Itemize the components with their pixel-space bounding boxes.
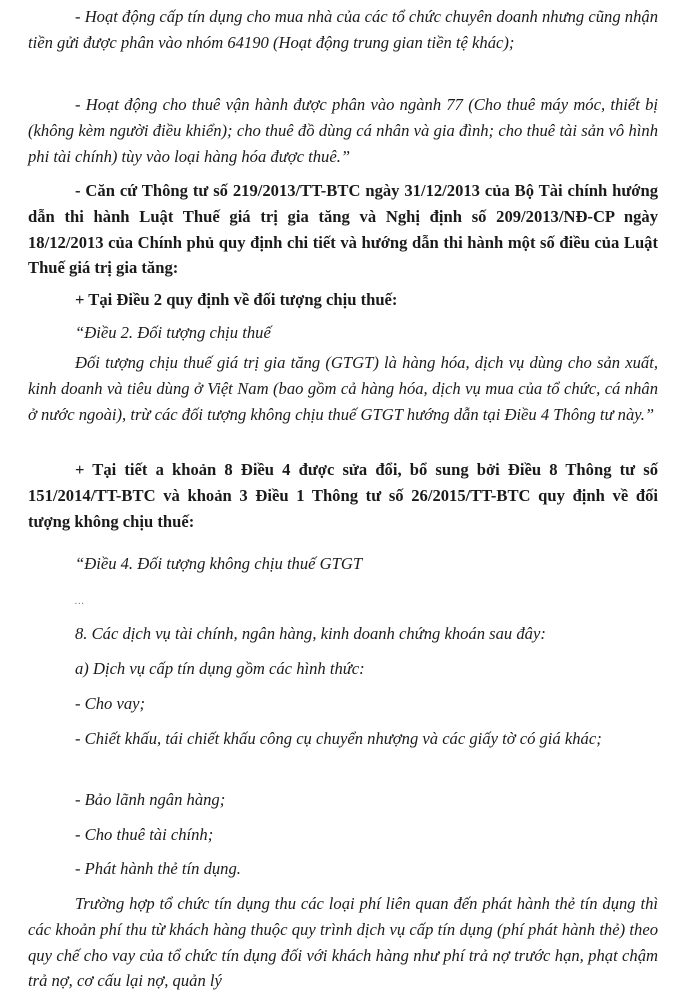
list-item-financial-lease: - Cho thuê tài chính;	[75, 825, 214, 844]
paragraph-operating-lease: - Hoạt động cho thuê vận hành được phân vào ngành 77 (Cho thuê máy móc, thiết bị (không kèm người điều khiển); cho thuê đồ dùng cá nhân và gia đình; cho thuê tài sản vô hình phi tài chính) tùy vào loại hàng hóa được thuê.”	[28, 95, 658, 166]
paragraph-article-2-title: “Điều 2. Đối tượng chịu thuế	[75, 323, 271, 342]
list-item-lending: - Cho vay;	[75, 694, 146, 713]
paragraph-article-2-heading: + Tại Điều 2 quy định về đối tượng chịu thuế:	[75, 290, 398, 309]
paragraph-article-4-title: “Điều 4. Đối tượng không chịu thuế GTGT	[75, 554, 363, 573]
paragraph-credit-forms: a) Dịch vụ cấp tín dụng gồm các hình thức:	[75, 659, 365, 678]
paragraph-article-2-body: Đối tượng chịu thuế giá trị gia tăng (GTGT) là hàng hóa, dịch vụ dùng cho sản xuất, kinh doanh và tiêu dùng ở Việt Nam (bao gồm cả hàng hóa, dịch vụ mua của tổ chức, cá nhân ở nước ngoài), trừ các đối tượng không chịu thuế GTGT hướng dẫn tại Điều 4 Thông tư này.”	[28, 353, 658, 424]
ellipsis-marker: …	[75, 596, 84, 607]
paragraph-card-fees: Trường hợp tổ chức tín dụng thu các loại phí liên quan đến phát hành thẻ tín dụng thì các khoản phí thu từ khách hàng thuộc quy trình dịch vụ cấp tín dụng (phí phát hành thẻ) theo quy chế cho vay của tổ chức tín dụng đối với khách hàng như phí trả nợ trước hạn, phạt chậm trả nợ, cơ cấu lại nợ, quản lý	[28, 894, 658, 991]
list-item-bank-guarantee: - Bảo lãnh ngân hàng;	[75, 790, 226, 809]
paragraph-circular-219: - Căn cứ Thông tư số 219/2013/TT-BTC ngày 31/12/2013 của Bộ Tài chính hướng dẫn thi hành Luật Thuế giá trị gia tăng và Nghị định số 209/2013/NĐ-CP ngày 18/12/2013 của Chính phủ quy định chi tiết và hướng dẫn thi hành một số điều của Luật Thuế giá trị gia tăng:	[28, 181, 658, 278]
paragraph-home-credit: - Hoạt động cấp tín dụng cho mua nhà của các tổ chức chuyên doanh nhưng cũng nhận tiền gửi được phân vào nhóm 64190 (Hoạt động trung gian tiền tệ khác);	[28, 7, 658, 52]
list-item-credit-card: - Phát hành thẻ tín dụng.	[75, 859, 241, 878]
paragraph-article-4-reference: + Tại tiết a khoản 8 Điều 4 được sửa đổi, bổ sung bởi Điều 8 Thông tư số 151/2014/TT-BTC và khoản 3 Điều 1 Thông tư số 26/2015/TT-BTC quy định về đối tượng không chịu thuế:	[28, 460, 658, 531]
paragraph-clause-8: 8. Các dịch vụ tài chính, ngân hàng, kinh doanh chứng khoán sau đây:	[75, 624, 546, 643]
list-item-discounting: - Chiết khấu, tái chiết khấu công cụ chuyển nhượng và các giấy tờ có giá khác;	[75, 729, 602, 748]
